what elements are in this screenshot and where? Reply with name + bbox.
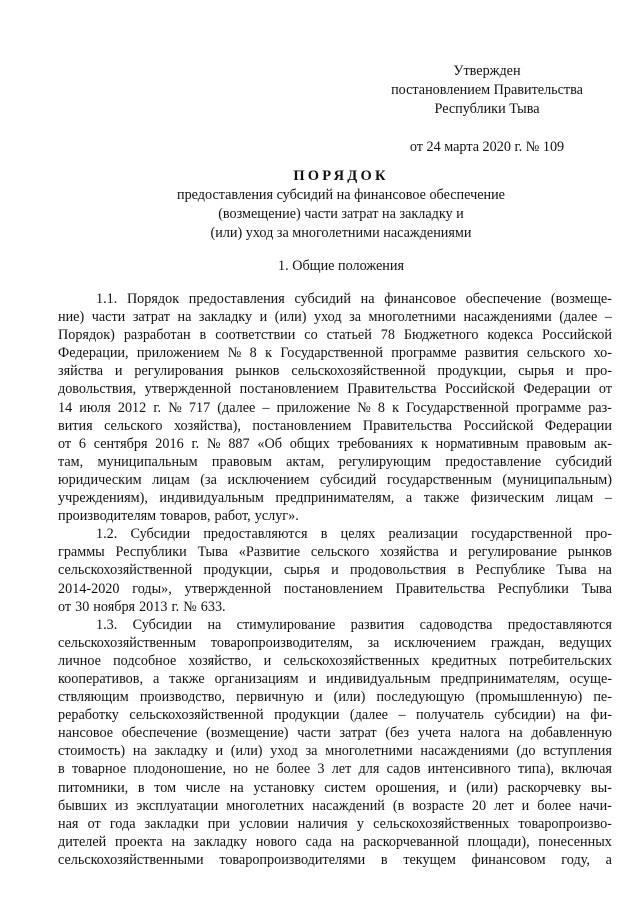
body-text [58,290,612,869]
body-line: кооперативов, а также организациям и индивидуальным предпринимателям, осуще- [58,670,612,687]
body-line: учреждениям), индивидуальным предпринимателям, а также физическим лицам – [58,490,612,507]
subtitle-line-2: (возмещение) части затрат на закладку и [218,206,464,222]
body-line: нансовое обеспечение (возмещение) части затрат (без учета налога на добавленную [58,725,612,742]
body-line: личное подсобное хозяйство, и сельскохозяйственных кредитных потребительских [58,652,612,669]
body-line: дителей проекта на закладку нового сада на раскорчеванной площади), понесенных [58,833,612,850]
body-line: ная от года закладки при условии наличия у сельскохозяйственных товаропроизво- [58,815,612,832]
document-title: ПОРЯДОК [293,168,389,184]
section-heading: 1. Общие положения [278,258,404,274]
body-line: 1.1. Порядок предоставления субсидий на финансовое обеспечение (возмеще- [96,291,612,307]
body-line: там, муниципальным правовым актам, регулирующим предоставление субсидий [58,453,612,470]
document-subtitle [0,186,640,243]
body-line: ствляющим производство, первичную и (или) последующую (промышленную) пе- [58,689,612,706]
body-line: сельскохозяйственным товаропроизводителям, за исключением граждан, ведущих [58,634,612,651]
subtitle-line-1: предоставления субсидий на финансовое обеспечение [177,187,505,203]
body-line: 14 июля 2012 г. № 717 (далее – приложение № 8 к Государственной программе раз- [58,399,612,416]
body-line: от 6 сентября 2016 г. № 887 «Об общих требованиях к нормативным правовым ак- [58,435,612,452]
body-line: 1.2. Субсидии предоставляются в целях реализации государственной про- [96,526,612,543]
body-line: 1.3. Субсидии на стимулирование развития садоводства предоставляются [96,616,612,633]
body-line: граммы Республики Тыва «Развитие сельского хозяйства и регулирование рынков [58,544,612,561]
approval-line-3: Республики Тыва [434,101,540,117]
approval-date: от 24 марта 2020 г. № 109 [409,139,565,155]
body-line: от 30 ноября 2013 г. № 633. [58,598,226,615]
body-line: зяйства и регулирования рынков сельскохозяйственной продукции, сырья и про- [58,363,612,380]
body-line: питомники, в том числе на установку систем орошения, и (или) раскорчевку вы- [58,779,612,796]
approval-line-1: Утвержден [453,63,521,79]
approval-line-2: постановлением Правительства [391,82,583,98]
body-line: 2014-2020 годы», утвержденной постановлением Правительства Республики Тыва [58,580,612,597]
body-line: в товарное плодоношение, но не более 3 лет для садов интенсивного типа), включая [58,761,612,778]
subtitle-line-3: (или) уход за многолетними насаждениями [210,225,472,241]
body-line: ние) части затрат на закладку и (или) уход за многолетними насаждениями (далее – [58,309,612,326]
body-line: производителям товаров, работ, услуг». [58,508,299,525]
body-line: Порядок) разработан в соответствии со статьей 78 Бюджетного кодекса Российской [58,327,612,344]
body-line: стоимость) на закладку и (или) уход за многолетними насаждениями (до вступления [58,743,612,760]
body-line: сельскохозяйственными товаропроизводителями в текущем финансовом году, а [58,851,612,868]
body-line: сельскохозяйственной продукции, сырья и продовольствия в Республике Тыва на [58,562,612,579]
body-line: довольствия, утвержденной постановлением Правительства Российской Федерации от [58,381,612,398]
body-line: Федерации, приложением № 8 к Государственной программе развития сельского хо- [58,345,612,362]
body-line: реработку сельскохозяйственной продукции (далее – получатель субсидии) на фи- [58,707,612,724]
body-line: бывших из эксплуатации многолетних насаждений (в возрасте 20 лет и более начи- [58,797,612,814]
approval-stamp [372,62,602,157]
body-line: юридическим лицам (за исключением субсидий государственным (муниципальным) [58,471,612,488]
body-line: вития сельского хозяйства), постановлением Правительства Российской Федерации [58,417,612,434]
